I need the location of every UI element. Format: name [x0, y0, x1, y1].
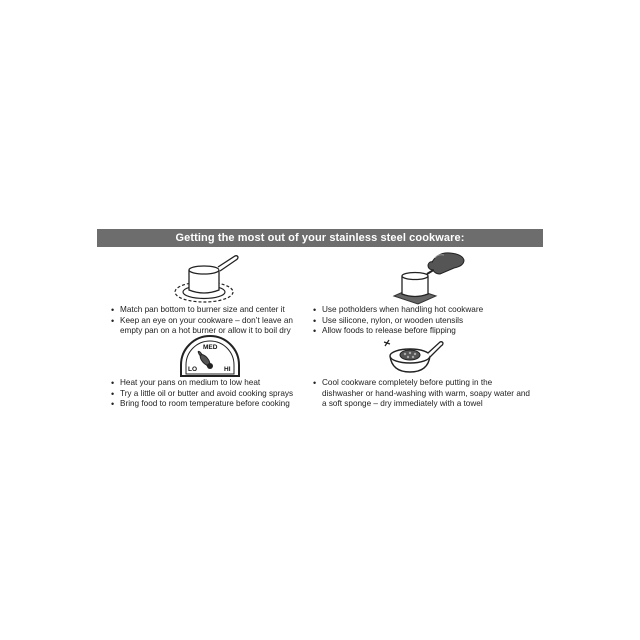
- list-item: • Cool cookware completely before putting in the dishwasher or hand-washing with warm, soapy water and a soft sponge – dry immediately with a towel: [313, 378, 535, 410]
- heat-tips-list: [111, 378, 311, 410]
- list-item: • Keep an eye on your cookware – don’t leave an empty pan on a hot burner or allow it to boil dry: [111, 316, 311, 337]
- gauge-label-med: MED: [203, 344, 218, 351]
- saucepan-on-burner-icon: [166, 252, 244, 304]
- cleaning-tips-list: [313, 378, 535, 410]
- list-item: • Heat your pans on medium to low heat: [111, 378, 311, 389]
- skillet-with-sponge-icon: [382, 336, 446, 378]
- list-item: • Allow foods to release before flipping: [313, 326, 533, 337]
- list-item: • Use silicone, nylon, or wooden utensils: [313, 316, 533, 327]
- section-banner: Getting the most out of your stainless steel cookware:: [97, 229, 543, 247]
- gauge-label-lo: LO: [188, 366, 198, 373]
- list-item: • Bring food to room temperature before cooking: [111, 399, 311, 410]
- burner-tips-list: [111, 305, 311, 337]
- list-item: • Match pan bottom to burner size and center it: [111, 305, 311, 316]
- handling-tips-list: [313, 305, 533, 337]
- list-item: • Try a little oil or butter and avoid cooking sprays: [111, 389, 311, 400]
- gauge-label-hi: HI: [224, 366, 231, 373]
- oven-mitt-saucepan-icon: [388, 248, 468, 306]
- list-item: • Use potholders when handling hot cookware: [313, 305, 533, 316]
- heat-gauge-icon: [178, 335, 242, 379]
